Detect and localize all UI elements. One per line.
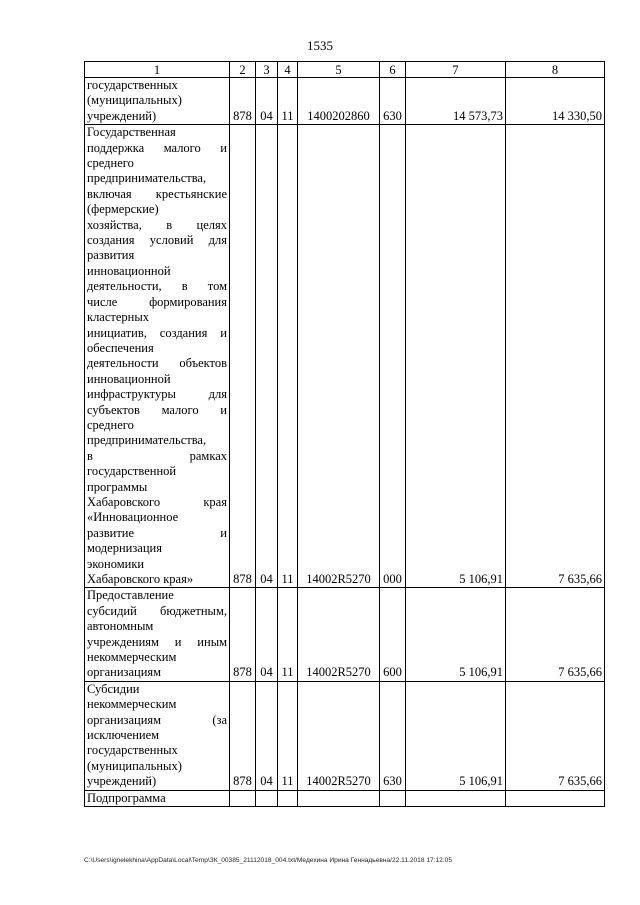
column-header: 2 — [230, 62, 256, 78]
subsection-code-cell: 11 — [278, 125, 298, 588]
expense-name-line: инновационной — [87, 263, 171, 278]
target-article-cell: 14002R5270 — [298, 681, 380, 790]
expense-name-line: учреждений) — [87, 108, 157, 123]
expense-name-line: кластерных — [87, 310, 150, 325]
column-header: 8 — [506, 62, 605, 78]
column-header: 1 — [85, 62, 230, 78]
column-header: 3 — [256, 62, 278, 78]
table-row — [85, 681, 605, 790]
expense-name-line: Государственная — [87, 125, 176, 140]
amount-year2-cell: 14 330,50 — [506, 78, 605, 125]
expense-name-line: программы — [87, 479, 148, 494]
expense-name-line: включая крестьянские — [87, 186, 227, 201]
expense-name-line: государственных — [87, 743, 178, 758]
expense-name-cell — [85, 681, 230, 790]
subsection-code-cell: 11 — [278, 588, 298, 681]
expense-name-line: учреждений) — [87, 774, 157, 789]
section-code-cell: 04 — [256, 681, 278, 790]
expense-name-line: Субсидии — [87, 681, 140, 696]
admin-code-cell: 878 — [230, 588, 256, 681]
expense-name-line: экономики — [87, 556, 145, 571]
expense-name-line: развитие и — [87, 525, 227, 540]
expense-name-line: предпринимательства, — [87, 171, 207, 186]
section-code-cell: 04 — [256, 588, 278, 681]
expense-name-line: среднего — [87, 417, 134, 432]
expense-name-line: модернизация — [87, 541, 162, 556]
expense-name-line: числе формирования — [87, 294, 227, 309]
expense-name-line: хозяйства, в целях — [87, 217, 227, 232]
expense-name-line: автономным — [87, 619, 154, 634]
file-path-footer: C:\Users\ignelekhina\AppData\Local\Temp\ЗК_00385_21112018_004.txt/Медехина Ирина Геннадьевна/22.11.2018 17:12:05 — [84, 857, 453, 864]
expense-name-line: субсидий бюджетным, — [87, 603, 227, 618]
section-code-cell: 04 — [256, 78, 278, 125]
admin-code-cell — [230, 790, 256, 806]
expense-type-cell: 600 — [380, 588, 406, 681]
admin-code-cell: 878 — [230, 681, 256, 790]
expense-name-cell — [85, 588, 230, 681]
target-article-cell: 14002R5270 — [298, 588, 380, 681]
amount-year1-cell: 14 573,73 — [406, 78, 506, 125]
expense-name-line: создания условий для — [87, 233, 227, 248]
subsection-code-cell — [278, 790, 298, 806]
expense-name-line: инновационной — [87, 371, 171, 386]
column-header: 5 — [298, 62, 380, 78]
expense-name-line: в рамках — [87, 448, 227, 463]
expense-name-line: учреждениям и иным — [87, 634, 227, 649]
section-code-cell: 04 — [256, 125, 278, 588]
expense-name-cell — [85, 125, 230, 588]
target-article-cell — [298, 790, 380, 806]
expense-name-line: Хабаровского края» — [87, 572, 194, 586]
expense-name-line: (муниципальных) — [87, 758, 182, 773]
table-row — [85, 588, 605, 681]
expense-name-line: организациям (за — [87, 712, 227, 727]
table-row — [85, 78, 605, 125]
column-header: 7 — [406, 62, 506, 78]
expense-type-cell: 630 — [380, 681, 406, 790]
expense-name-line: Подпрограмма — [87, 790, 166, 805]
expense-name-line: поддержка малого и — [87, 140, 227, 155]
expense-name-line: инициатив, создания и — [87, 325, 227, 340]
target-article-cell: 1400202860 — [298, 78, 380, 125]
expense-type-cell — [380, 790, 406, 806]
expense-name-cell — [85, 78, 230, 125]
amount-year2-cell: 7 635,66 — [506, 588, 605, 681]
table-header-row — [85, 62, 605, 78]
amount-year2-cell: 7 635,66 — [506, 681, 605, 790]
expense-name-line: организациям — [87, 665, 162, 680]
amount-year2-cell: 7 635,66 — [506, 125, 605, 588]
expense-name-line: некоммерческим — [87, 650, 177, 665]
admin-code-cell: 878 — [230, 78, 256, 125]
expense-name-line: некоммерческим — [87, 697, 177, 712]
expense-name-line: деятельности объектов — [87, 356, 227, 371]
expense-name-line: обеспечения — [87, 340, 154, 355]
budget-table — [84, 61, 605, 807]
amount-year1-cell — [406, 790, 506, 806]
column-header: 4 — [278, 62, 298, 78]
expense-name-line: субъектов малого и — [87, 402, 227, 417]
expense-name-line: предпринимательства, — [87, 433, 207, 448]
table-row — [85, 790, 605, 806]
amount-year1-cell: 5 106,91 — [406, 681, 506, 790]
admin-code-cell: 878 — [230, 125, 256, 588]
subsection-code-cell: 11 — [278, 681, 298, 790]
expense-name-line: государственных — [87, 78, 178, 92]
column-header: 6 — [380, 62, 406, 78]
subsection-code-cell: 11 — [278, 78, 298, 125]
expense-name-line: государственной — [87, 464, 177, 479]
expense-type-cell: 630 — [380, 78, 406, 125]
expense-name-line: (фермерские) — [87, 202, 159, 217]
expense-type-cell: 000 — [380, 125, 406, 588]
target-article-cell: 14002R5270 — [298, 125, 380, 588]
expense-name-line: «Инновационное — [87, 510, 179, 525]
expense-name-line: Хабаровского края — [87, 494, 227, 509]
amount-year1-cell: 5 106,91 — [406, 125, 506, 588]
expense-name-line: исключением — [87, 728, 160, 743]
table-row — [85, 125, 605, 588]
amount-year1-cell: 5 106,91 — [406, 588, 506, 681]
expense-name-cell — [85, 790, 230, 806]
section-code-cell — [256, 790, 278, 806]
expense-name-line: развития — [87, 248, 135, 263]
amount-year2-cell — [506, 790, 605, 806]
expense-name-line: Предоставление — [87, 588, 174, 603]
expense-name-line: (муниципальных) — [87, 93, 182, 108]
page-number: 1535 — [307, 38, 333, 53]
expense-name-line: инфраструктуры для — [87, 387, 227, 402]
expense-name-line: деятельности, в том — [87, 279, 227, 294]
expense-name-line: среднего — [87, 156, 134, 171]
